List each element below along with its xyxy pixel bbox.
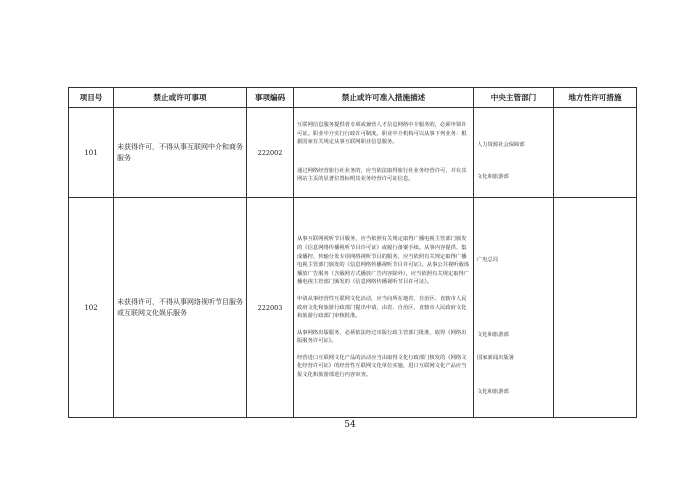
- item-name: 未获得许可，不得从事互联网中介和商务服务: [114, 108, 247, 198]
- department-name: 国家新闻出版署: [477, 354, 515, 361]
- header-central-department: 中央主管部门: [474, 88, 554, 108]
- table-row: [69, 108, 637, 198]
- local-measures: [554, 198, 637, 418]
- measure-paragraph: 申请从事经营性互联网文化活动，应当向所在地省、自治区、直辖市人民政府文化和旅游行政部门提出申请，由省、自治区、直辖市人民政府文化和旅游行政部门审核批准。: [297, 295, 467, 320]
- department-name: 人力资源社会保障部: [477, 141, 525, 148]
- measure-paragraph: 互联网信息服务提供者专项或兼营人才信息网络中介服务的，必须申领许可证。职业中介实行行政许可制度。职业中介机构可以从事下列业务：根据国家有关规定从事互联网职业信息服务。: [297, 122, 467, 146]
- measure-paragraph: 从事互联网视听节目服务，应当依照有关规定取得广播电视主管部门颁发的《信息网络传播视听节目许可证》或履行备案手续。从事内容提供、集成播控、传输分发专项网络视听节目的服务，应当依照有关规定取得广播电视主管部门颁发的《信息网络传播视听节目许可证》。从事公共视听载体播放广告服务（含载网方式播放广告内容除外），应当依照有关规定取得广播电视主管部门颁发的《信息网络传播视听节目许可证》。: [297, 236, 470, 286]
- department-name: 广电总局: [477, 257, 499, 264]
- item-number: 102: [69, 198, 114, 418]
- header-item-code: 事项编码: [247, 88, 294, 108]
- central-department: [474, 198, 554, 418]
- department-name: 文化和旅游部: [477, 173, 509, 180]
- header-item-name: 禁止或许可事项: [114, 88, 247, 108]
- measure-paragraph: 通过网络经营旅行社业务的，应当依法取得旅行社业务经营许可，并在其网站主页的显著位置标明其业务经营许可证信息。: [297, 167, 467, 183]
- negative-list-table: [68, 87, 637, 418]
- department-name: 文化和旅游部: [477, 389, 509, 396]
- measure-paragraph: 经营进口互联网文化产品的活动应当由取得文化行政部门核发的《网络文化经营许可证》的经营性互联网文化单位实施，进口互联网文化产品应当报文化和旅游部进行内容审查。: [297, 354, 467, 379]
- item-number: 101: [69, 108, 114, 198]
- measure-description: [294, 108, 474, 198]
- item-code: 222002: [247, 108, 294, 198]
- table-row: [69, 198, 637, 418]
- local-measures: [554, 108, 637, 198]
- item-name: 未获得许可，不得从事网络视听节目服务或互联网文化娱乐服务: [114, 198, 247, 418]
- central-department: [474, 108, 554, 198]
- header-item-number: 项目号: [69, 88, 114, 108]
- table-header-row: [69, 88, 637, 108]
- measure-description: [294, 198, 474, 418]
- department-name: 文化和旅游部: [477, 331, 509, 338]
- header-local-measures: 地方性许可措施: [554, 88, 637, 108]
- item-code: 222003: [247, 198, 294, 418]
- page-number: 54: [344, 420, 356, 430]
- measure-paragraph: 从事网络出版服务，必须依法经过出版行政主管部门批准，取得《网络出版服务许可证》。: [297, 329, 467, 345]
- header-measure-description: 禁止或许可准入措施描述: [294, 88, 474, 108]
